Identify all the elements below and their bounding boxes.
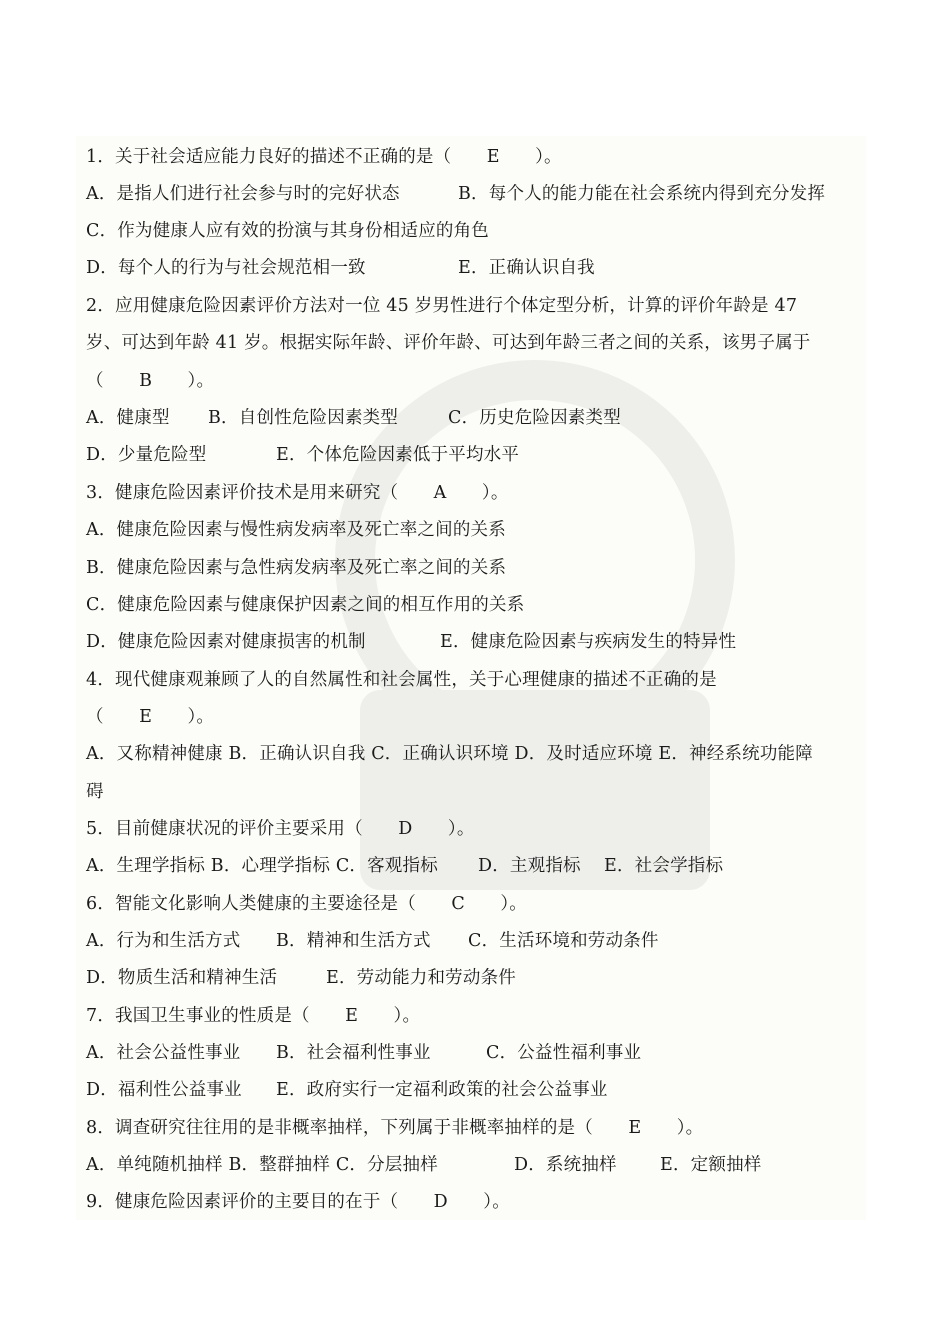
question-3-stem: 3．健康危险因素评价技术是用来研究（ A ）。 xyxy=(86,483,509,503)
option-b: B．每个人的能力能在社会系统内得到充分发挥 xyxy=(458,184,826,204)
option-a: A．社会公益性事业 xyxy=(86,1043,241,1063)
option-d: D．系统抽样 xyxy=(514,1155,617,1175)
option-a: A．是指人们进行社会参与时的完好状态 xyxy=(86,184,400,204)
option-a: A．健康型 xyxy=(86,408,170,428)
option-d: D．福利性公益事业 xyxy=(86,1080,242,1100)
question-4-stem: （ E ）。 xyxy=(86,707,215,727)
question-6-options xyxy=(86,966,516,990)
question-1-options xyxy=(86,256,595,280)
option-line: 碍 xyxy=(86,782,104,802)
question-7-options xyxy=(86,1078,608,1102)
option-b: B．健康危险因素与急性病发病率及死亡率之间的关系 xyxy=(86,558,507,578)
question-3-options xyxy=(86,593,524,617)
question-5-stem: 5．目前健康状况的评价主要采用（ D ）。 xyxy=(86,819,475,839)
question-8-options xyxy=(86,1153,762,1177)
question-2-options xyxy=(86,443,520,467)
option-d: D．每个人的行为与社会规范相一致 xyxy=(86,258,366,278)
option-d: D．物质生活和精神生活 xyxy=(86,968,278,988)
question-1-options xyxy=(86,219,489,243)
question-3-options xyxy=(86,518,506,542)
option-c: C．历史危险因素类型 xyxy=(448,408,621,428)
option-b: B．社会福利性事业 xyxy=(276,1043,431,1063)
option-e: E．社会学指标 xyxy=(604,856,724,876)
question-2-stem: （ B ）。 xyxy=(86,371,215,391)
option-c: C．健康危险因素与健康保护因素之间的相互作用的关系 xyxy=(86,595,525,615)
option-line: A．又称精神健康 B．正确认识自我 C．正确认识环境 D．及时适应环境 E．神经系统功能障 xyxy=(86,744,813,764)
option-e: E．政府实行一定福利政策的社会公益事业 xyxy=(276,1080,608,1100)
question-1-options xyxy=(86,182,826,206)
question-4-options xyxy=(86,780,104,804)
question-7-options xyxy=(86,1041,642,1065)
question-8-stem: 8．调查研究往往用的是非概率抽样，下列属于非概率抽样的是（ E ）。 xyxy=(86,1118,704,1138)
option-e: E．定额抽样 xyxy=(660,1155,762,1175)
question-1-stem: 1．关于社会适应能力良好的描述不正确的是（ E ）。 xyxy=(86,147,562,167)
question-6-options xyxy=(86,929,659,953)
question-7-stem: 7．我国卫生事业的性质是（ E ）。 xyxy=(86,1006,421,1026)
option-e: E．正确认识自我 xyxy=(458,258,595,278)
option-a: A．健康危险因素与慢性病发病率及死亡率之间的关系 xyxy=(86,520,506,540)
question-5-options xyxy=(86,854,724,878)
option-d: D．少量危险型 xyxy=(86,445,207,465)
option-c: C．生活环境和劳动条件 xyxy=(468,931,659,951)
question-3-options xyxy=(86,556,506,580)
question-4-options xyxy=(86,742,813,766)
option-c: C．作为健康人应有效的扮演与其身份相适应的角色 xyxy=(86,221,489,241)
option-e: E．个体危险因素低于平均水平 xyxy=(276,445,520,465)
option-b: B．自创性危险因素类型 xyxy=(208,408,399,428)
question-6-stem: 6．智能文化影响人类健康的主要途径是（ C ）。 xyxy=(86,894,527,914)
option-e: E．健康危险因素与疾病发生的特异性 xyxy=(440,632,737,652)
option-c: C．公益性福利事业 xyxy=(486,1043,642,1063)
option-d: D．主观指标 xyxy=(478,856,581,876)
question-2-stem: 2．应用健康危险因素评价方法对一位 45 岁男性进行个体定型分析，计算的评价年龄是 47 xyxy=(86,296,798,316)
option-abc: A．单纯随机抽样 B．整群抽样 C．分层抽样 xyxy=(86,1155,438,1175)
question-4-stem: 4．现代健康观兼顾了人的自然属性和社会属性，关于心理健康的描述不正确的是 xyxy=(86,670,717,690)
option-a: A．行为和生活方式 xyxy=(86,931,241,951)
option-e: E．劳动能力和劳动条件 xyxy=(326,968,516,988)
question-2-options xyxy=(86,406,621,430)
question-3-options xyxy=(86,630,737,654)
option-d: D．健康危险因素对健康损害的机制 xyxy=(86,632,366,652)
question-2-stem: 岁、可达到年龄 41 岁。根据实际年龄、评价年龄、可达到年龄三者之间的关系，该男子属于 xyxy=(86,333,811,353)
option-b: B．精神和生活方式 xyxy=(276,931,431,951)
option-abc: A．生理学指标 B．心理学指标 C．客观指标 xyxy=(86,856,438,876)
question-9-stem: 9．健康危险因素评价的主要目的在于（ D ）。 xyxy=(86,1192,510,1212)
